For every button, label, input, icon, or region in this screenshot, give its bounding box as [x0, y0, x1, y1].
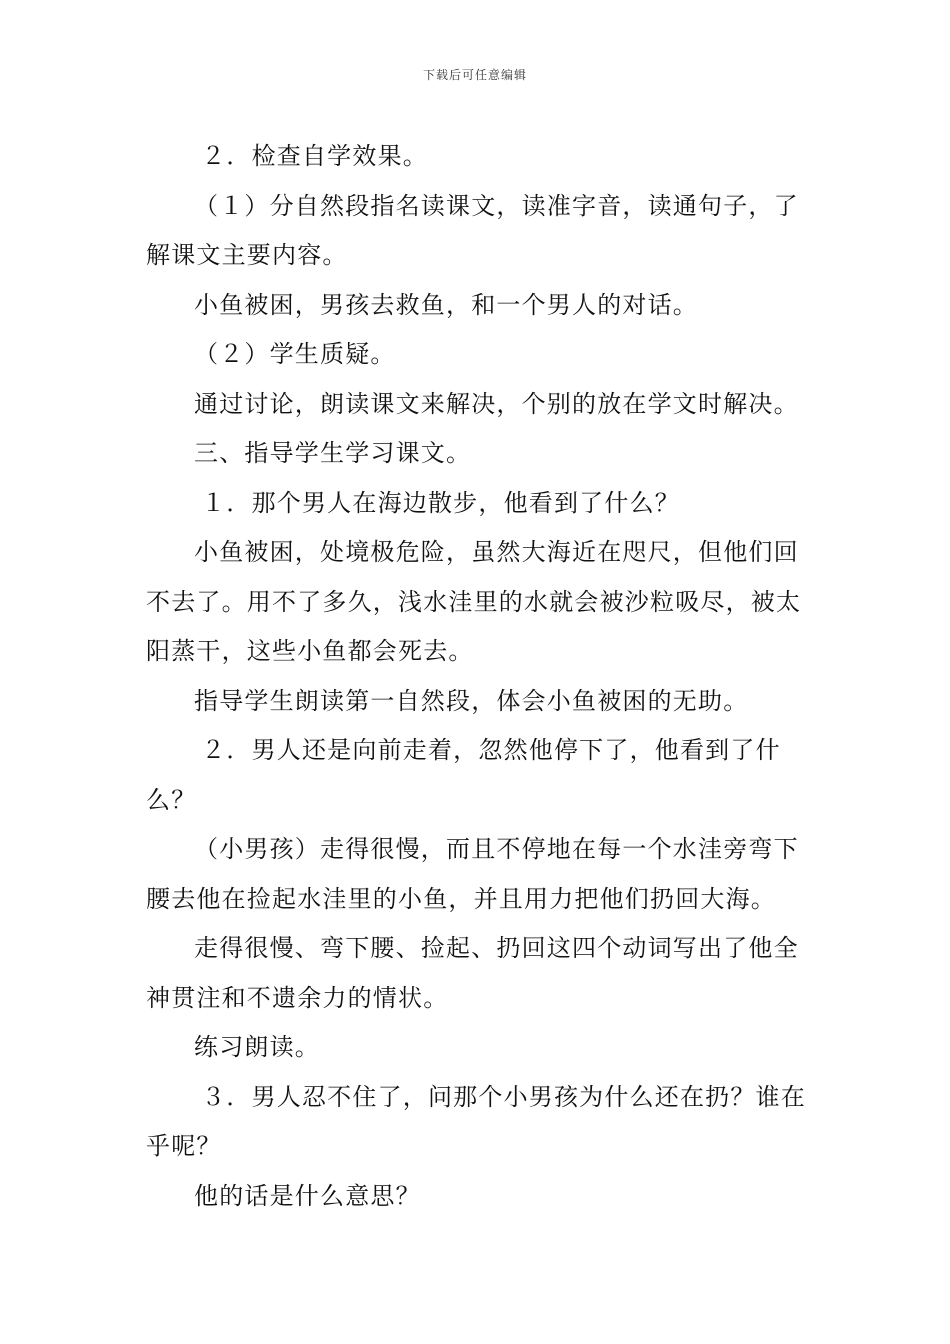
paragraph: 小鱼被困，处境极危险，虽然大海近在咫尺，但他们回不去了。用不了多久，浅水洼里的水就会被沙粒吸尽，被太阳蒸干，这些小鱼都会死去。: [146, 538, 802, 665]
paragraph: （２）学生质疑。: [194, 340, 396, 368]
paragraph: １．那个男人在海边散步，他看到了什么？: [201, 488, 680, 517]
paragraph: 指导学生朗读第一自然段，体会小鱼被困的无助。: [194, 686, 749, 715]
paragraph: （小男孩）走得很慢，而且不停地在每一个水洼旁弯下腰去他在捡起水洼里的小鱼，并且用力把他们扔回大海。: [146, 835, 799, 913]
section-heading: 三、指导学生学习课文。: [194, 439, 472, 467]
page-header: 下载后可任意编辑: [422, 68, 527, 82]
paragraph: ２．男人还是向前走着，忽然他停下了，他看到了什么？: [146, 736, 781, 814]
paragraph: （１）分自然段指名读课文，读准字音，读通句子，了解课文主要内容。: [146, 191, 799, 269]
paragraph: 走得很慢、弯下腰、捡起、扔回这四个动词写出了他全神贯注和不遗余力的情状。: [146, 934, 799, 1012]
paragraph: 小鱼被困，男孩去救鱼，和一个男人的对话。: [194, 290, 698, 319]
paragraph: 通过讨论，朗读课文来解决，个别的放在学文时解决。: [194, 389, 799, 418]
paragraph: 他的话是什么意思？: [194, 1181, 421, 1210]
paragraph: 练习朗读。: [194, 1033, 320, 1061]
paragraph: ３．男人忍不住了，问那个小男孩为什么还在扔？谁在乎呢？: [146, 1082, 806, 1160]
paragraph: ２．检查自学效果。: [201, 142, 428, 170]
document-body: [146, 132, 808, 1221]
